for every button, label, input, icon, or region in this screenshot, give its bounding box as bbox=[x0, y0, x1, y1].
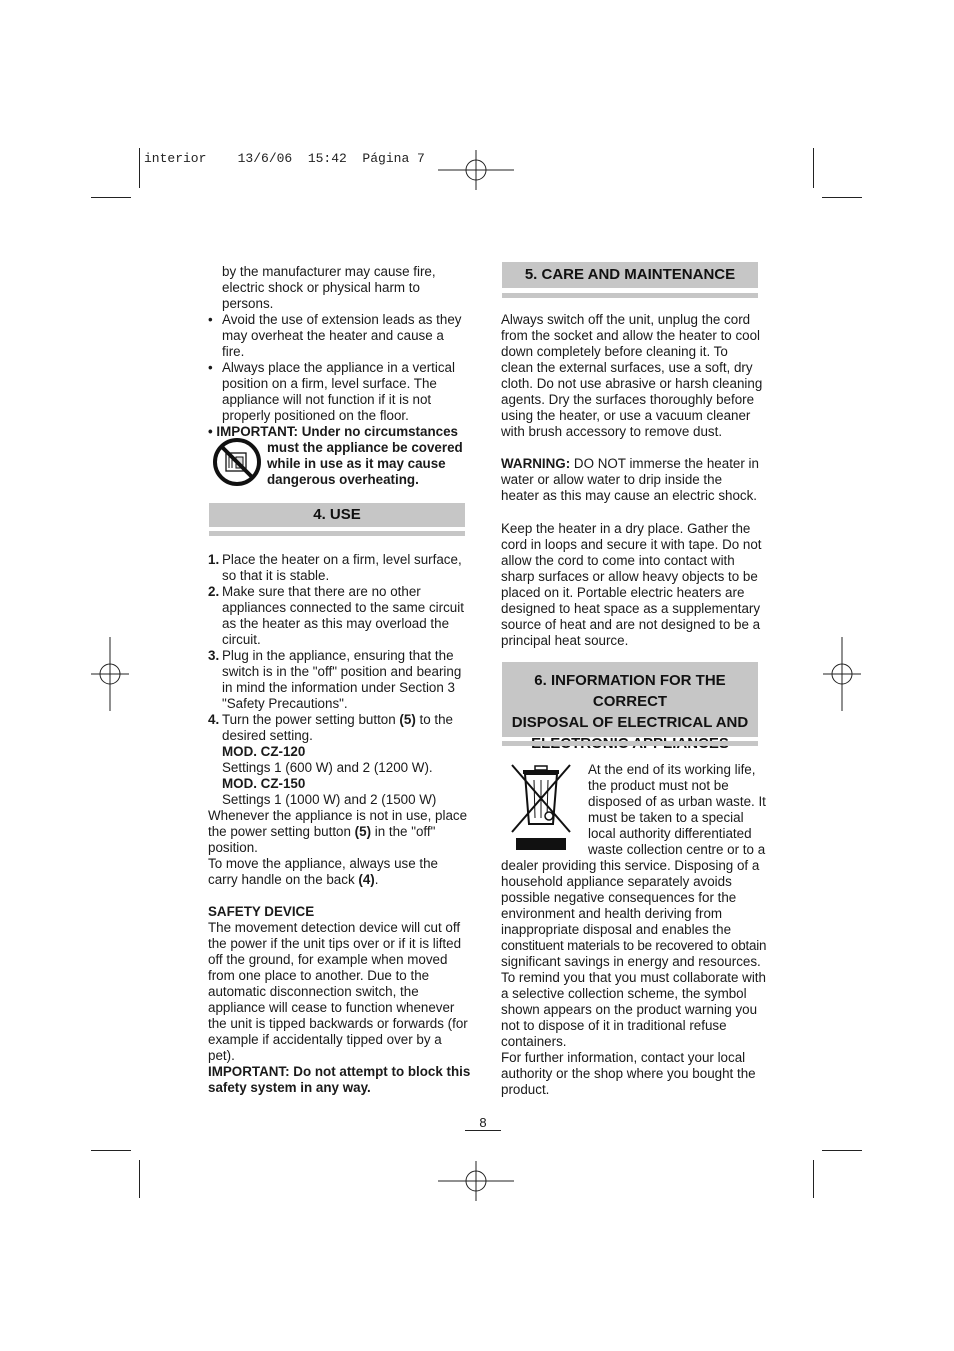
print-slug: interior 13/6/06 15:42 Página 7 bbox=[144, 151, 425, 166]
crop-mark bbox=[91, 1150, 131, 1151]
section-title-use: 4. USE bbox=[209, 503, 465, 527]
left-column bbox=[208, 264, 478, 488]
page-number-rule bbox=[465, 1130, 501, 1131]
important-cover-warning: • IMPORTANT: Under no circumstances must the appliance be covered while in use as it may cause dangerous overheating. bbox=[208, 424, 463, 487]
step-item: 3. Plug in the appliance, ensuring that the switch is in the "off" position and bearing in mind the information under Section 3 "Safety Precautions". bbox=[208, 648, 462, 711]
disposal-text: At the end of its working life, the product must not be disposed of as urban waste. It must be taken to a special local authority differentiated waste collection centre or to a dealer providing this service. Disposing of a household appliance separately avoids possible negative consequences for the environment and health deriving from inappropriate disposal and enables the constituent materials to be recovered to obtain significant savings in energy and resources. To remind you that you must collaborate with a selective collection scheme, the symbol shown appears on the product warning you not to dispose of it in traditional refuse containers. For further information, contact your local authority or the shop where you bought the product. bbox=[501, 762, 767, 1097]
use-instructions: 1. Place the heater on a firm, level surface, so that it is stable. 2. Make sure that there are no other appliances connected to the same circuit as the heater as this may overload the circuit. 3. Plug in the appliance, ensuring that the switch is in the "off" position and bearing in mind the information under Section 3 "Safety Precautions". 4. Turn the power setting button (5) to the desired setting. MOD. CZ-120 Settings 1 (600 W) and 2 (1200 W). MOD. CZ-150 Settings 1 (1000 W) and 2 (1500 W) Whenever the appliance is not in use, place the power setting button (5) in the "off" position. To move the appliance, always use the carry handle on the back (4). SAFETY DEVICE The movement detection device will cut off the power if the unit tips over or if it is lifted off the ground, for example when moved from one place to another. Due to the automatic disconnection switch, the appliance will cease to function whenever the unit is tipped backwards or forwards (for example if accidentally tipped over by a pet). IMPORTANT: Do not attempt to block this safety system in any way. bbox=[208, 552, 478, 1096]
no-cover-heater-icon bbox=[212, 437, 262, 487]
registration-mark-right bbox=[822, 636, 862, 712]
crop-mark bbox=[139, 148, 140, 188]
registration-mark-top bbox=[436, 149, 516, 191]
crop-mark bbox=[813, 1160, 814, 1198]
step-item: 2. Make sure that there are no other appliances connected to the same circuit as the heater as this may overload the circuit. bbox=[208, 584, 464, 647]
page-number: 8 bbox=[479, 1115, 487, 1130]
continued-paragraph: by the manufacturer may cause fire, electric shock or physical harm to persons. bbox=[222, 264, 436, 311]
care-text: Always switch off the unit, unplug the cord from the socket and allow the heater to cool down completely before cleaning it. To clean the external surfaces, use a soft, dry cloth. Do not use abrasive or harsh cleaning agents. Dry the surfaces thoroughly before using the heater, or use a vacuum cleaner with brush accessory to remove dust. WARNING: DO NOT immerse the heater in water or allow water to drip inside the heater as this may cause an electric shock. Keep the heater in a dry place. Gather the cord in loops and secure it with tape. Do not allow the cord to come into contact with sharp surfaces or allow heavy objects to be placed on it. Portable electric heaters are designed to heat space as a supplementary source of heat and are not designed to be a principal heat source. bbox=[501, 312, 769, 649]
section-rule bbox=[502, 741, 758, 746]
bullet-item: • Avoid the use of extension leads as they may overheat the heater and cause a fire. bbox=[208, 312, 478, 360]
step-item: 1. Place the heater on a firm, level surface, so that it is stable. bbox=[208, 552, 462, 583]
section-rule bbox=[209, 531, 465, 536]
safety-device-heading: SAFETY DEVICE bbox=[208, 904, 315, 919]
crop-mark bbox=[822, 197, 862, 198]
registration-mark-bottom bbox=[436, 1160, 516, 1202]
section-title-disposal: 6. INFORMATION FOR THE CORRECT DISPOSAL OF ELECTRICAL AND bbox=[502, 662, 758, 737]
model-label: MOD. CZ-150 bbox=[222, 776, 306, 791]
registration-mark-left bbox=[90, 636, 130, 712]
warning-paragraph: WARNING: DO NOT immerse the heater in bbox=[501, 456, 759, 471]
crop-mark bbox=[822, 1150, 862, 1151]
section-rule bbox=[502, 293, 758, 298]
step-item: 4. Turn the power setting button (5) to the desired setting. MOD. CZ-120 Settings 1 (600 W) and 2 (1200 W). MOD. CZ-150 Settings 1 (1000 W) and 2 (1500 W) bbox=[208, 712, 478, 808]
crop-mark bbox=[813, 148, 814, 188]
model-label: MOD. CZ-120 bbox=[222, 744, 306, 759]
bullet-item: • Always place the appliance in a vertical position on a firm, level surface. The appliance will not function if it is not properly positioned on the floor. bbox=[208, 360, 478, 424]
crop-mark bbox=[91, 197, 131, 198]
section-title-care: 5. CARE AND MAINTENANCE bbox=[502, 262, 758, 288]
crop-mark bbox=[139, 1160, 140, 1198]
